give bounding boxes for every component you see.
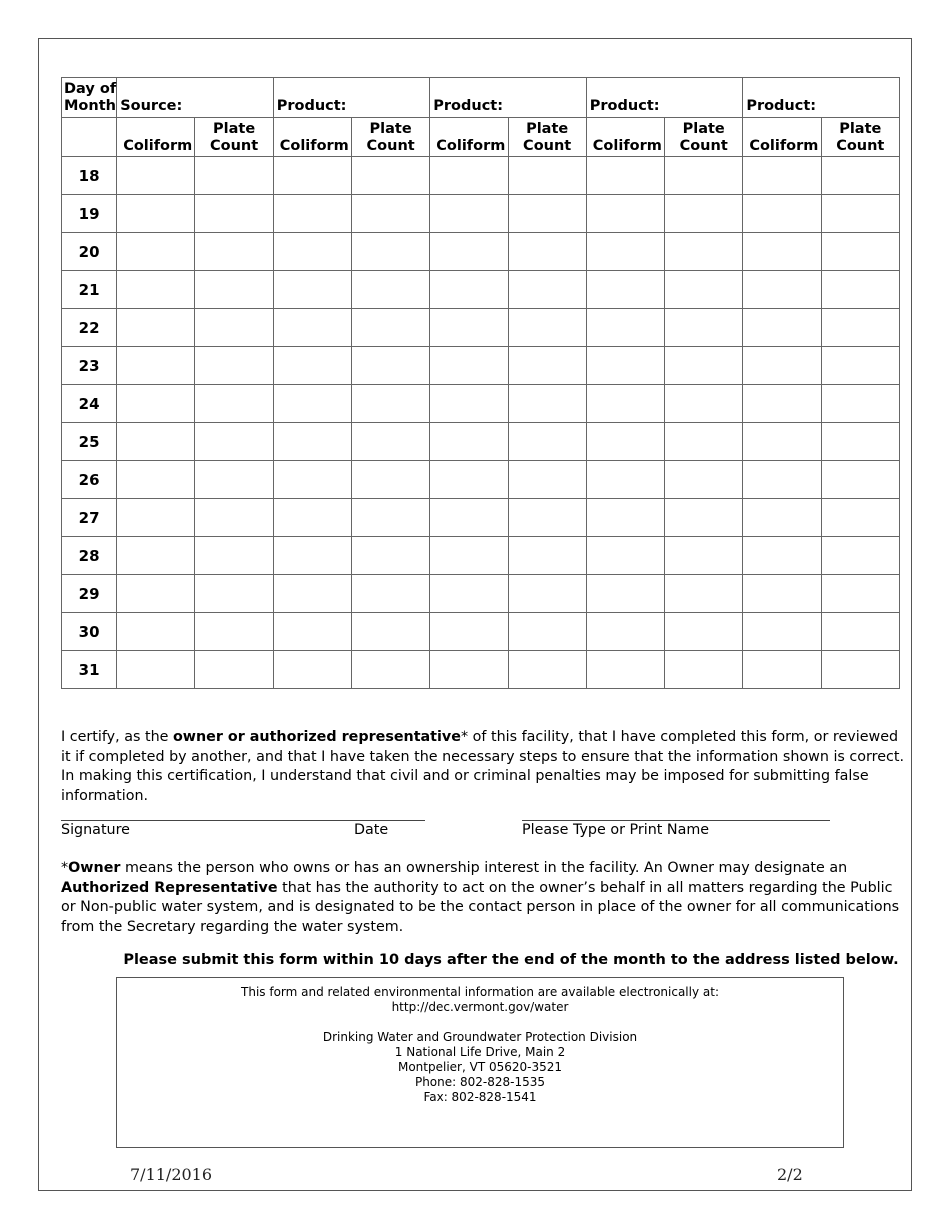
- coliform-entry-cell[interactable]: [117, 423, 195, 461]
- plate-count-entry-cell[interactable]: [821, 385, 899, 423]
- coliform-entry-cell[interactable]: [430, 233, 508, 271]
- date-label: Date: [354, 822, 389, 838]
- coliform-entry-cell[interactable]: [117, 461, 195, 499]
- coliform-entry-cell[interactable]: [430, 575, 508, 613]
- coliform-entry-cell[interactable]: [117, 157, 195, 195]
- coliform-entry-cell[interactable]: [743, 157, 821, 195]
- plate-count-entry-cell[interactable]: [821, 423, 899, 461]
- coliform-entry-cell[interactable]: [743, 347, 821, 385]
- day-of-month-header: Day of Month: [62, 78, 117, 118]
- plate-count-entry-cell[interactable]: [195, 233, 273, 271]
- plate-count-entry-cell[interactable]: [195, 499, 273, 537]
- plate-count-entry-cell[interactable]: [665, 423, 743, 461]
- plate-count-entry-cell[interactable]: [508, 499, 586, 537]
- coliform-entry-cell[interactable]: [117, 347, 195, 385]
- day-number: 29: [62, 575, 117, 613]
- plate-count-entry-cell[interactable]: [821, 347, 899, 385]
- plate-count-entry-cell[interactable]: [821, 651, 899, 689]
- table-header-row: [62, 78, 900, 118]
- info-url[interactable]: http://dec.vermont.gov/water: [391, 1000, 569, 1014]
- plate-count-entry-cell[interactable]: [821, 195, 899, 233]
- coliform-entry-cell[interactable]: [430, 423, 508, 461]
- table-row: [62, 157, 900, 195]
- plate-count-subheader: Plate Count: [195, 118, 273, 157]
- coliform-entry-cell[interactable]: [743, 385, 821, 423]
- plate-count-entry-cell[interactable]: [195, 271, 273, 309]
- coliform-subheader: Coliform: [743, 118, 821, 157]
- coliform-entry-cell[interactable]: [586, 651, 664, 689]
- day-number: 27: [62, 499, 117, 537]
- day-number: 31: [62, 651, 117, 689]
- owner-definition: [61, 859, 906, 937]
- plate-count-entry-cell[interactable]: [821, 575, 899, 613]
- coliform-entry-cell[interactable]: [117, 613, 195, 651]
- coliform-entry-cell[interactable]: [743, 575, 821, 613]
- coliform-entry-cell[interactable]: [117, 233, 195, 271]
- coliform-entry-cell[interactable]: [743, 423, 821, 461]
- plate-count-entry-cell[interactable]: [351, 233, 429, 271]
- coliform-subheader: Coliform: [117, 118, 195, 157]
- plate-count-entry-cell[interactable]: [821, 157, 899, 195]
- info-availability: This form and related environmental information are available electronically at:: [241, 985, 719, 999]
- product-header-3: Product:: [586, 78, 664, 118]
- coliform-entry-cell[interactable]: [430, 499, 508, 537]
- plate-count-entry-cell[interactable]: [351, 499, 429, 537]
- coliform-entry-cell[interactable]: [586, 347, 664, 385]
- plate-count-entry-cell[interactable]: [508, 613, 586, 651]
- coliform-entry-cell[interactable]: [586, 271, 664, 309]
- plate-count-entry-cell[interactable]: [508, 347, 586, 385]
- plate-count-entry-cell[interactable]: [351, 195, 429, 233]
- table-row: [62, 499, 900, 537]
- table-row: [62, 271, 900, 309]
- coliform-entry-cell[interactable]: [586, 613, 664, 651]
- day-number: 28: [62, 537, 117, 575]
- plate-count-entry-cell[interactable]: [665, 347, 743, 385]
- owner-asterisk: *: [61, 860, 69, 876]
- plate-count-entry-cell[interactable]: [351, 347, 429, 385]
- table-row: [62, 233, 900, 271]
- authorized-rep-term: Authorized Representative: [61, 879, 278, 896]
- day-subheader-blank: [62, 118, 117, 157]
- info-phone: Phone: 802-828-1535: [414, 1075, 546, 1089]
- plate-count-entry-cell[interactable]: [665, 537, 743, 575]
- coliform-entry-cell[interactable]: [586, 233, 664, 271]
- info-fax: Fax: 802-828-1541: [423, 1090, 537, 1104]
- info-address-2: Montpelier, VT 05620-3521: [397, 1060, 562, 1074]
- coliform-entry-cell[interactable]: [586, 537, 664, 575]
- day-number: 30: [62, 613, 117, 651]
- coliform-entry-cell[interactable]: [743, 537, 821, 575]
- product-header-1: Product:: [273, 78, 351, 118]
- table-row: [62, 385, 900, 423]
- coliform-entry-cell[interactable]: [430, 613, 508, 651]
- source-header: Source:: [117, 78, 195, 118]
- coliform-entry-cell[interactable]: [117, 651, 195, 689]
- coliform-entry-cell[interactable]: [586, 499, 664, 537]
- coliform-entry-cell[interactable]: [586, 575, 664, 613]
- coliform-entry-cell[interactable]: [743, 613, 821, 651]
- product-header-4: Product:: [743, 78, 821, 118]
- product-header-1-blank: [351, 78, 429, 118]
- coliform-entry-cell[interactable]: [273, 347, 351, 385]
- plate-count-entry-cell[interactable]: [351, 575, 429, 613]
- certification-statement: [61, 728, 906, 806]
- product-header-4-blank: [821, 78, 899, 118]
- plate-count-entry-cell[interactable]: [821, 309, 899, 347]
- plate-count-entry-cell[interactable]: [821, 537, 899, 575]
- plate-count-entry-cell[interactable]: [821, 233, 899, 271]
- plate-count-entry-cell[interactable]: [195, 537, 273, 575]
- coliform-entry-cell[interactable]: [273, 195, 351, 233]
- coliform-entry-cell[interactable]: [117, 195, 195, 233]
- plate-count-entry-cell[interactable]: [665, 157, 743, 195]
- plate-count-entry-cell[interactable]: [195, 157, 273, 195]
- coliform-entry-cell[interactable]: [430, 271, 508, 309]
- plate-count-entry-cell[interactable]: [508, 651, 586, 689]
- day-number: 21: [62, 271, 117, 309]
- owner-text-1: means the person who owns or has an ownership interest in the facility. An Owner may designate an: [120, 860, 848, 876]
- table-row: [62, 347, 900, 385]
- coliform-entry-cell[interactable]: [430, 195, 508, 233]
- coliform-entry-cell[interactable]: [117, 309, 195, 347]
- plate-count-entry-cell[interactable]: [195, 461, 273, 499]
- coliform-entry-cell[interactable]: [273, 461, 351, 499]
- coliform-entry-cell[interactable]: [273, 309, 351, 347]
- print-name-line[interactable]: [522, 820, 830, 821]
- coliform-entry-cell[interactable]: [117, 575, 195, 613]
- table-row: [62, 537, 900, 575]
- source-header-blank: [195, 78, 273, 118]
- plate-count-entry-cell[interactable]: [508, 385, 586, 423]
- table-subheader-row: [62, 118, 900, 157]
- coliform-entry-cell[interactable]: [743, 233, 821, 271]
- plate-count-entry-cell[interactable]: [821, 461, 899, 499]
- coliform-entry-cell[interactable]: [430, 309, 508, 347]
- certification-text-start: I certify, as the: [61, 729, 173, 745]
- coliform-entry-cell[interactable]: [273, 499, 351, 537]
- plate-count-entry-cell[interactable]: [508, 157, 586, 195]
- plate-count-entry-cell[interactable]: [351, 157, 429, 195]
- coliform-entry-cell[interactable]: [273, 423, 351, 461]
- coliform-subheader: Coliform: [586, 118, 664, 157]
- table-row: [62, 423, 900, 461]
- contact-info-box: [116, 977, 844, 1148]
- owner-term: Owner: [68, 860, 121, 876]
- day-number: 20: [62, 233, 117, 271]
- plate-count-entry-cell[interactable]: [351, 309, 429, 347]
- table-row: [62, 309, 900, 347]
- day-number: 19: [62, 195, 117, 233]
- plate-count-entry-cell[interactable]: [665, 385, 743, 423]
- table-row: [62, 575, 900, 613]
- sampling-log-table: [61, 77, 900, 689]
- coliform-subheader: Coliform: [430, 118, 508, 157]
- coliform-entry-cell[interactable]: [743, 309, 821, 347]
- day-number: 24: [62, 385, 117, 423]
- plate-count-entry-cell[interactable]: [351, 461, 429, 499]
- plate-count-entry-cell[interactable]: [351, 537, 429, 575]
- plate-count-entry-cell[interactable]: [508, 309, 586, 347]
- coliform-entry-cell[interactable]: [743, 461, 821, 499]
- coliform-entry-cell[interactable]: [586, 195, 664, 233]
- coliform-entry-cell[interactable]: [430, 651, 508, 689]
- plate-count-entry-cell[interactable]: [665, 499, 743, 537]
- plate-count-entry-cell[interactable]: [508, 575, 586, 613]
- plate-count-entry-cell[interactable]: [665, 651, 743, 689]
- plate-count-entry-cell[interactable]: [508, 537, 586, 575]
- plate-count-subheader: Plate Count: [351, 118, 429, 157]
- day-number: 18: [62, 157, 117, 195]
- day-number: 23: [62, 347, 117, 385]
- footer-page-number: 2/2: [777, 1165, 803, 1184]
- plate-count-subheader: Plate Count: [508, 118, 586, 157]
- coliform-entry-cell[interactable]: [273, 575, 351, 613]
- plate-count-entry-cell[interactable]: [821, 271, 899, 309]
- signature-label: Signature: [61, 822, 130, 838]
- plate-count-entry-cell[interactable]: [351, 423, 429, 461]
- coliform-entry-cell[interactable]: [743, 499, 821, 537]
- coliform-subheader: Coliform: [273, 118, 351, 157]
- coliform-entry-cell[interactable]: [430, 347, 508, 385]
- coliform-entry-cell[interactable]: [273, 651, 351, 689]
- plate-count-subheader: Plate Count: [821, 118, 899, 157]
- plate-count-entry-cell[interactable]: [195, 575, 273, 613]
- coliform-entry-cell[interactable]: [586, 423, 664, 461]
- product-header-2-blank: [508, 78, 586, 118]
- coliform-entry-cell[interactable]: [273, 233, 351, 271]
- product-header-2: Product:: [430, 78, 508, 118]
- submit-notice: Please submit this form within 10 days after the end of the month to the address listed below.: [123, 952, 899, 968]
- coliform-entry-cell[interactable]: [273, 271, 351, 309]
- plate-count-entry-cell[interactable]: [665, 309, 743, 347]
- plate-count-entry-cell[interactable]: [665, 195, 743, 233]
- plate-count-entry-cell[interactable]: [351, 385, 429, 423]
- coliform-entry-cell[interactable]: [743, 195, 821, 233]
- product-header-3-blank: [665, 78, 743, 118]
- coliform-entry-cell[interactable]: [117, 385, 195, 423]
- coliform-entry-cell[interactable]: [430, 537, 508, 575]
- print-name-label: Please Type or Print Name: [522, 822, 710, 838]
- plate-count-entry-cell[interactable]: [351, 613, 429, 651]
- plate-count-entry-cell[interactable]: [508, 271, 586, 309]
- plate-count-entry-cell[interactable]: [821, 613, 899, 651]
- plate-count-entry-cell[interactable]: [508, 233, 586, 271]
- footer-date: 7/11/2016: [130, 1165, 213, 1184]
- coliform-entry-cell[interactable]: [117, 537, 195, 575]
- plate-count-subheader: Plate Count: [665, 118, 743, 157]
- plate-count-entry-cell[interactable]: [351, 271, 429, 309]
- coliform-entry-cell[interactable]: [586, 461, 664, 499]
- coliform-entry-cell[interactable]: [743, 271, 821, 309]
- plate-count-entry-cell[interactable]: [351, 651, 429, 689]
- info-address-1: 1 National Life Drive, Main 2: [394, 1045, 566, 1059]
- table-row: [62, 651, 900, 689]
- info-division: Drinking Water and Groundwater Protection Division: [322, 1030, 638, 1044]
- plate-count-entry-cell[interactable]: [195, 385, 273, 423]
- table-row: [62, 461, 900, 499]
- plate-count-entry-cell[interactable]: [195, 651, 273, 689]
- coliform-entry-cell[interactable]: [273, 537, 351, 575]
- plate-count-entry-cell[interactable]: [508, 423, 586, 461]
- coliform-entry-cell[interactable]: [273, 157, 351, 195]
- coliform-entry-cell[interactable]: [273, 385, 351, 423]
- plate-count-entry-cell[interactable]: [508, 195, 586, 233]
- certification-text-end: * of this facility, that I have completed this form, or reviewed it if completed by another, and that I have taken the necessary steps to ensure that the information shown is correct. In making this certification, I understand that civil and or criminal penalties may be imposed for submitting false information.: [61, 729, 905, 804]
- coliform-entry-cell[interactable]: [117, 271, 195, 309]
- plate-count-entry-cell[interactable]: [665, 233, 743, 271]
- coliform-entry-cell[interactable]: [273, 613, 351, 651]
- coliform-entry-cell[interactable]: [586, 157, 664, 195]
- day-number: 26: [62, 461, 117, 499]
- coliform-entry-cell[interactable]: [743, 651, 821, 689]
- plate-count-entry-cell[interactable]: [195, 423, 273, 461]
- plate-count-entry-cell[interactable]: [821, 499, 899, 537]
- certification-bold: owner or authorized representative: [172, 729, 461, 745]
- coliform-entry-cell[interactable]: [117, 499, 195, 537]
- day-number: 22: [62, 309, 117, 347]
- coliform-entry-cell[interactable]: [430, 157, 508, 195]
- plate-count-entry-cell[interactable]: [665, 575, 743, 613]
- plate-count-entry-cell[interactable]: [508, 461, 586, 499]
- coliform-entry-cell[interactable]: [586, 385, 664, 423]
- day-number: 25: [62, 423, 117, 461]
- coliform-entry-cell[interactable]: [430, 461, 508, 499]
- plate-count-entry-cell[interactable]: [665, 613, 743, 651]
- plate-count-entry-cell[interactable]: [195, 195, 273, 233]
- table-row: [62, 613, 900, 651]
- table-row: [62, 195, 900, 233]
- plate-count-entry-cell[interactable]: [195, 347, 273, 385]
- owner-text-2: that has the authority to act on the owner’s behalf in all matters regarding the Public or Non-public water system, and is designated to be the contact person in place of the owner for all communications from the Secretary regarding the water system.: [61, 879, 900, 935]
- coliform-entry-cell[interactable]: [430, 385, 508, 423]
- plate-count-entry-cell[interactable]: [665, 461, 743, 499]
- plate-count-entry-cell[interactable]: [665, 271, 743, 309]
- signature-line[interactable]: [61, 820, 425, 821]
- plate-count-entry-cell[interactable]: [195, 613, 273, 651]
- coliform-entry-cell[interactable]: [586, 309, 664, 347]
- plate-count-entry-cell[interactable]: [195, 309, 273, 347]
